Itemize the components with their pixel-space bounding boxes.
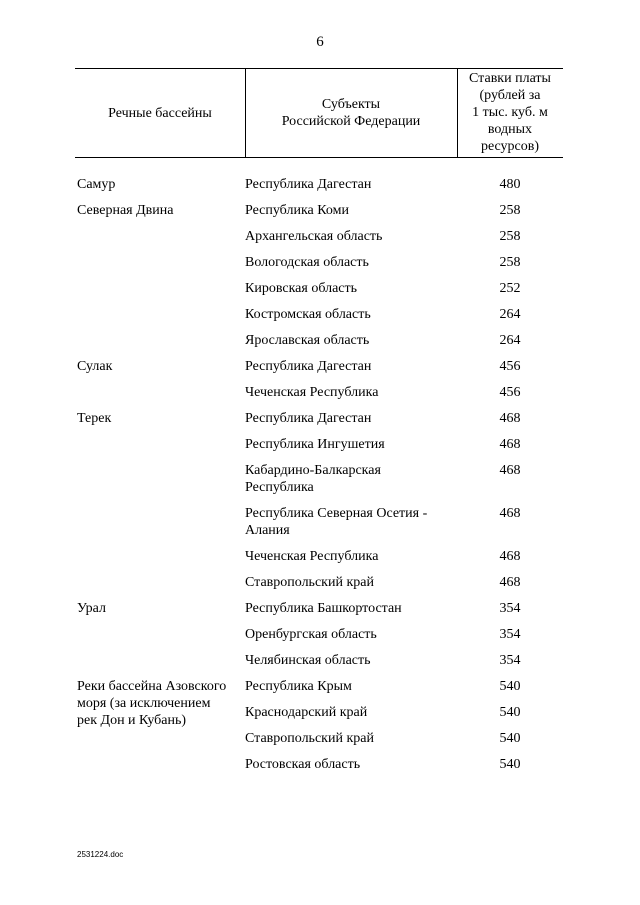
rate-cell: 540 — [499, 705, 521, 720]
subject-line: Алания — [245, 523, 290, 538]
subject-cell — [245, 280, 450, 297]
subject-line: Архангельская область — [245, 229, 383, 244]
rate-cell: 540 — [499, 731, 521, 746]
rate-cell: 468 — [499, 506, 521, 521]
subject-cell — [245, 306, 450, 323]
header-rate-line: (рублей за — [479, 88, 541, 103]
subject-cell — [245, 384, 450, 401]
header-subject — [245, 96, 457, 130]
basin-line: Терек — [77, 411, 112, 426]
basin-line: Самур — [77, 177, 116, 192]
subject-cell — [245, 574, 450, 591]
basin-line: Сулак — [77, 359, 113, 374]
rate-cell: 468 — [499, 575, 521, 590]
basin-line: моря (за исключением — [77, 696, 211, 711]
subject-line: Вологодская область — [245, 255, 369, 270]
rate-cell: 264 — [499, 333, 521, 348]
header-subject-line: Субъекты — [321, 97, 381, 112]
subject-cell — [245, 254, 450, 271]
rate-cell: 354 — [499, 627, 521, 642]
rate-cell: 468 — [499, 437, 521, 452]
subject-line: Республика Ингушетия — [245, 437, 385, 452]
subject-line: Ростовская область — [245, 757, 361, 772]
subject-line: Кировская область — [245, 281, 358, 296]
table-top-rule — [75, 68, 563, 69]
document-id: 2531224.doc — [77, 850, 124, 859]
subject-line: Республика Дагестан — [245, 177, 372, 192]
subject-cell — [245, 436, 450, 453]
basin-line: Северная Двина — [77, 203, 174, 218]
basin-line: рек Дон и Кубань) — [77, 713, 187, 728]
basin-line: Урал — [77, 601, 107, 616]
subject-line: Республика Крым — [245, 679, 352, 694]
rate-cell: 468 — [499, 463, 521, 478]
header-rate-line: водных — [487, 122, 533, 137]
subject-cell — [245, 358, 450, 375]
subject-line: Республика Дагестан — [245, 359, 372, 374]
basin-line: Реки бассейна Азовского — [77, 679, 227, 694]
rate-cell: 540 — [499, 679, 521, 694]
subject-cell — [245, 652, 450, 669]
subject-cell — [245, 626, 450, 643]
subject-line: Республика Коми — [245, 203, 349, 218]
basin-cell — [77, 600, 247, 617]
rate-cell: 468 — [499, 549, 521, 564]
rate-cell: 258 — [499, 203, 521, 218]
subject-line: Республика Северная Осетия - — [245, 506, 428, 521]
header-rate-line: 1 тыс. куб. м — [472, 105, 548, 120]
rate-cell: 468 — [499, 411, 521, 426]
subject-line: Краснодарский край — [245, 705, 368, 720]
subject-line: Челябинская область — [245, 653, 371, 668]
subject-cell — [245, 704, 450, 721]
subject-line: Костромская область — [245, 307, 371, 322]
subject-cell — [245, 548, 450, 565]
rate-cell: 264 — [499, 307, 521, 322]
rate-cell: 456 — [499, 385, 521, 400]
subject-cell — [245, 756, 450, 773]
header-rate-line: ресурсов) — [480, 139, 540, 154]
subject-cell — [245, 228, 450, 245]
subject-cell — [245, 202, 450, 219]
subject-line: Республика Дагестан — [245, 411, 372, 426]
rate-cell: 252 — [499, 281, 521, 296]
header-basin: Речные бассейны — [108, 106, 212, 121]
rate-cell: 354 — [499, 601, 521, 616]
subject-line: Чеченская Республика — [245, 549, 379, 564]
rate-cell: 540 — [499, 757, 521, 772]
rate-cell: 456 — [499, 359, 521, 374]
subject-line: Оренбургская область — [245, 627, 377, 642]
basin-cell — [77, 410, 247, 427]
basin-cell — [77, 358, 247, 375]
subject-line: Ставропольский край — [245, 731, 374, 746]
subject-line: Ставропольский край — [245, 575, 374, 590]
subject-line: Республика — [245, 480, 314, 495]
subject-cell — [245, 730, 450, 747]
basin-cell — [77, 176, 247, 193]
rate-cell: 354 — [499, 653, 521, 668]
header-rate-line: Ставки платы — [469, 71, 551, 86]
subject-cell — [245, 410, 450, 427]
header-subject-line: Российской Федерации — [281, 114, 421, 129]
subject-cell — [245, 505, 450, 539]
page-number: 6 — [316, 34, 324, 50]
subject-line: Чеченская Республика — [245, 385, 379, 400]
basin-cell — [77, 678, 247, 729]
rate-cell: 480 — [499, 177, 521, 192]
subject-line: Республика Башкортостан — [245, 601, 402, 616]
rate-cell: 258 — [499, 229, 521, 244]
header-rate — [457, 70, 563, 155]
subject-cell — [245, 332, 450, 349]
subject-cell — [245, 678, 450, 695]
subject-cell — [245, 176, 450, 193]
table-header-bottom-rule — [75, 157, 563, 158]
rate-cell: 258 — [499, 255, 521, 270]
subject-line: Ярославская область — [245, 333, 370, 348]
subject-line: Кабардино-Балкарская — [245, 463, 381, 478]
basin-cell — [77, 202, 247, 219]
subject-cell — [245, 600, 450, 617]
subject-cell — [245, 462, 450, 496]
